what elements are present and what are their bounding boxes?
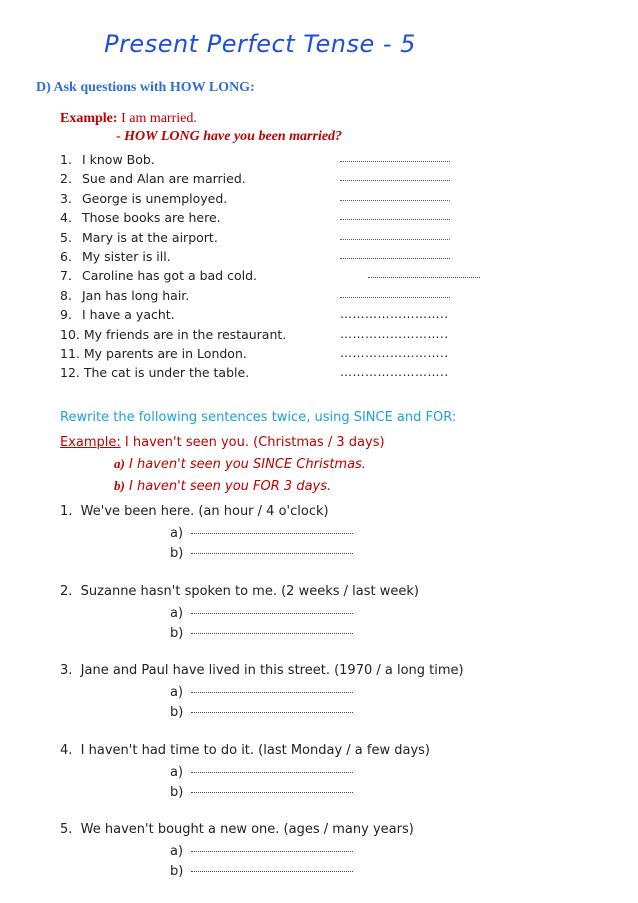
answer-line-b[interactable]: b) [170, 546, 353, 561]
example-sentence: I am married. [121, 111, 197, 126]
list-item: 1. We've been here. (an hour / 4 o'clock) a) b) [60, 504, 560, 584]
list-item: 6. My sister is ill. [60, 249, 490, 268]
list-item: 1. I know Bob. [60, 152, 490, 171]
since-for-exercise-list [60, 504, 560, 902]
answer-blank[interactable] [340, 180, 450, 181]
list-item: 2. Suzanne hasn't spoken to me. (2 weeks / last week) a) b) [60, 583, 419, 641]
answer-blank[interactable]: …………………….. [340, 326, 449, 341]
answer-blank[interactable] [340, 239, 450, 240]
answer-line-a[interactable]: a) [170, 844, 353, 859]
example-sentence: I haven't seen you. (Christmas / 3 days) [124, 435, 385, 450]
example-answer: - HOW LONG have you been married? [116, 129, 343, 144]
list-item: 9. I have a yacht. …………………….. [60, 307, 449, 323]
list-item: 3. George is unemployed. [60, 191, 490, 210]
how-long-exercise-list [60, 152, 490, 385]
answer-blank[interactable] [340, 161, 450, 162]
answer-line-b[interactable]: b) [170, 864, 353, 879]
list-item: 10. My friends are in the restaurant. …………………….. [60, 326, 449, 342]
example-label: Example: [60, 111, 118, 126]
example-answer-a: a) I haven't seen you SINCE Christmas. [114, 456, 366, 472]
answer-blank[interactable]: …………………….. [340, 365, 449, 380]
answer-line-a[interactable]: a) [170, 765, 353, 780]
answer-blank[interactable] [340, 297, 450, 298]
rewrite-instruction: Rewrite the following sentences twice, using SINCE and FOR: [60, 410, 457, 425]
list-item: 5. Mary is at the airport. [60, 230, 490, 249]
answer-line-b[interactable]: b) [170, 705, 353, 720]
page-title: Present Perfect Tense - 5 [104, 30, 416, 58]
list-item: 4. Those books are here. [60, 210, 490, 229]
list-item: 2. Sue and Alan are married. [60, 171, 490, 190]
list-item: 7. Caroline has got a bad cold. [60, 268, 490, 287]
answer-blank[interactable] [340, 219, 450, 220]
example-label: Example: [60, 435, 121, 450]
list-item: 5. We haven't bought a new one. (ages / many years) a) b) [60, 822, 414, 879]
answer-blank[interactable] [340, 200, 450, 201]
answer-blank[interactable] [368, 277, 480, 278]
answer-line-a[interactable]: a) [170, 606, 353, 621]
answer-blank[interactable] [340, 258, 450, 259]
answer-line-b[interactable]: b) [170, 626, 353, 641]
list-item: 3. Jane and Paul have lived in this street. (1970 / a long time) a) b) [60, 663, 464, 720]
list-item: 11. My parents are in London. …………………….. [60, 345, 449, 361]
example-answer-b: b) I haven't seen you FOR 3 days. [114, 478, 332, 494]
answer-blank[interactable]: …………………….. [340, 307, 449, 322]
example-since-for [60, 432, 385, 497]
section-d-heading: D) Ask questions with HOW LONG: [36, 80, 255, 95]
example-how-long [60, 110, 342, 146]
list-item: 12. The cat is under the table. …………………….. [60, 365, 449, 381]
answer-line-a[interactable]: a) [170, 526, 353, 541]
answer-line-b[interactable]: b) [170, 785, 353, 800]
answer-blank[interactable]: …………………….. [340, 345, 449, 360]
list-item: 8. Jan has long hair. [60, 288, 490, 307]
list-item: 4. I haven't had time to do it. (last Monday / a few days) a) b) [60, 742, 430, 800]
answer-line-a[interactable]: a) [170, 685, 353, 700]
